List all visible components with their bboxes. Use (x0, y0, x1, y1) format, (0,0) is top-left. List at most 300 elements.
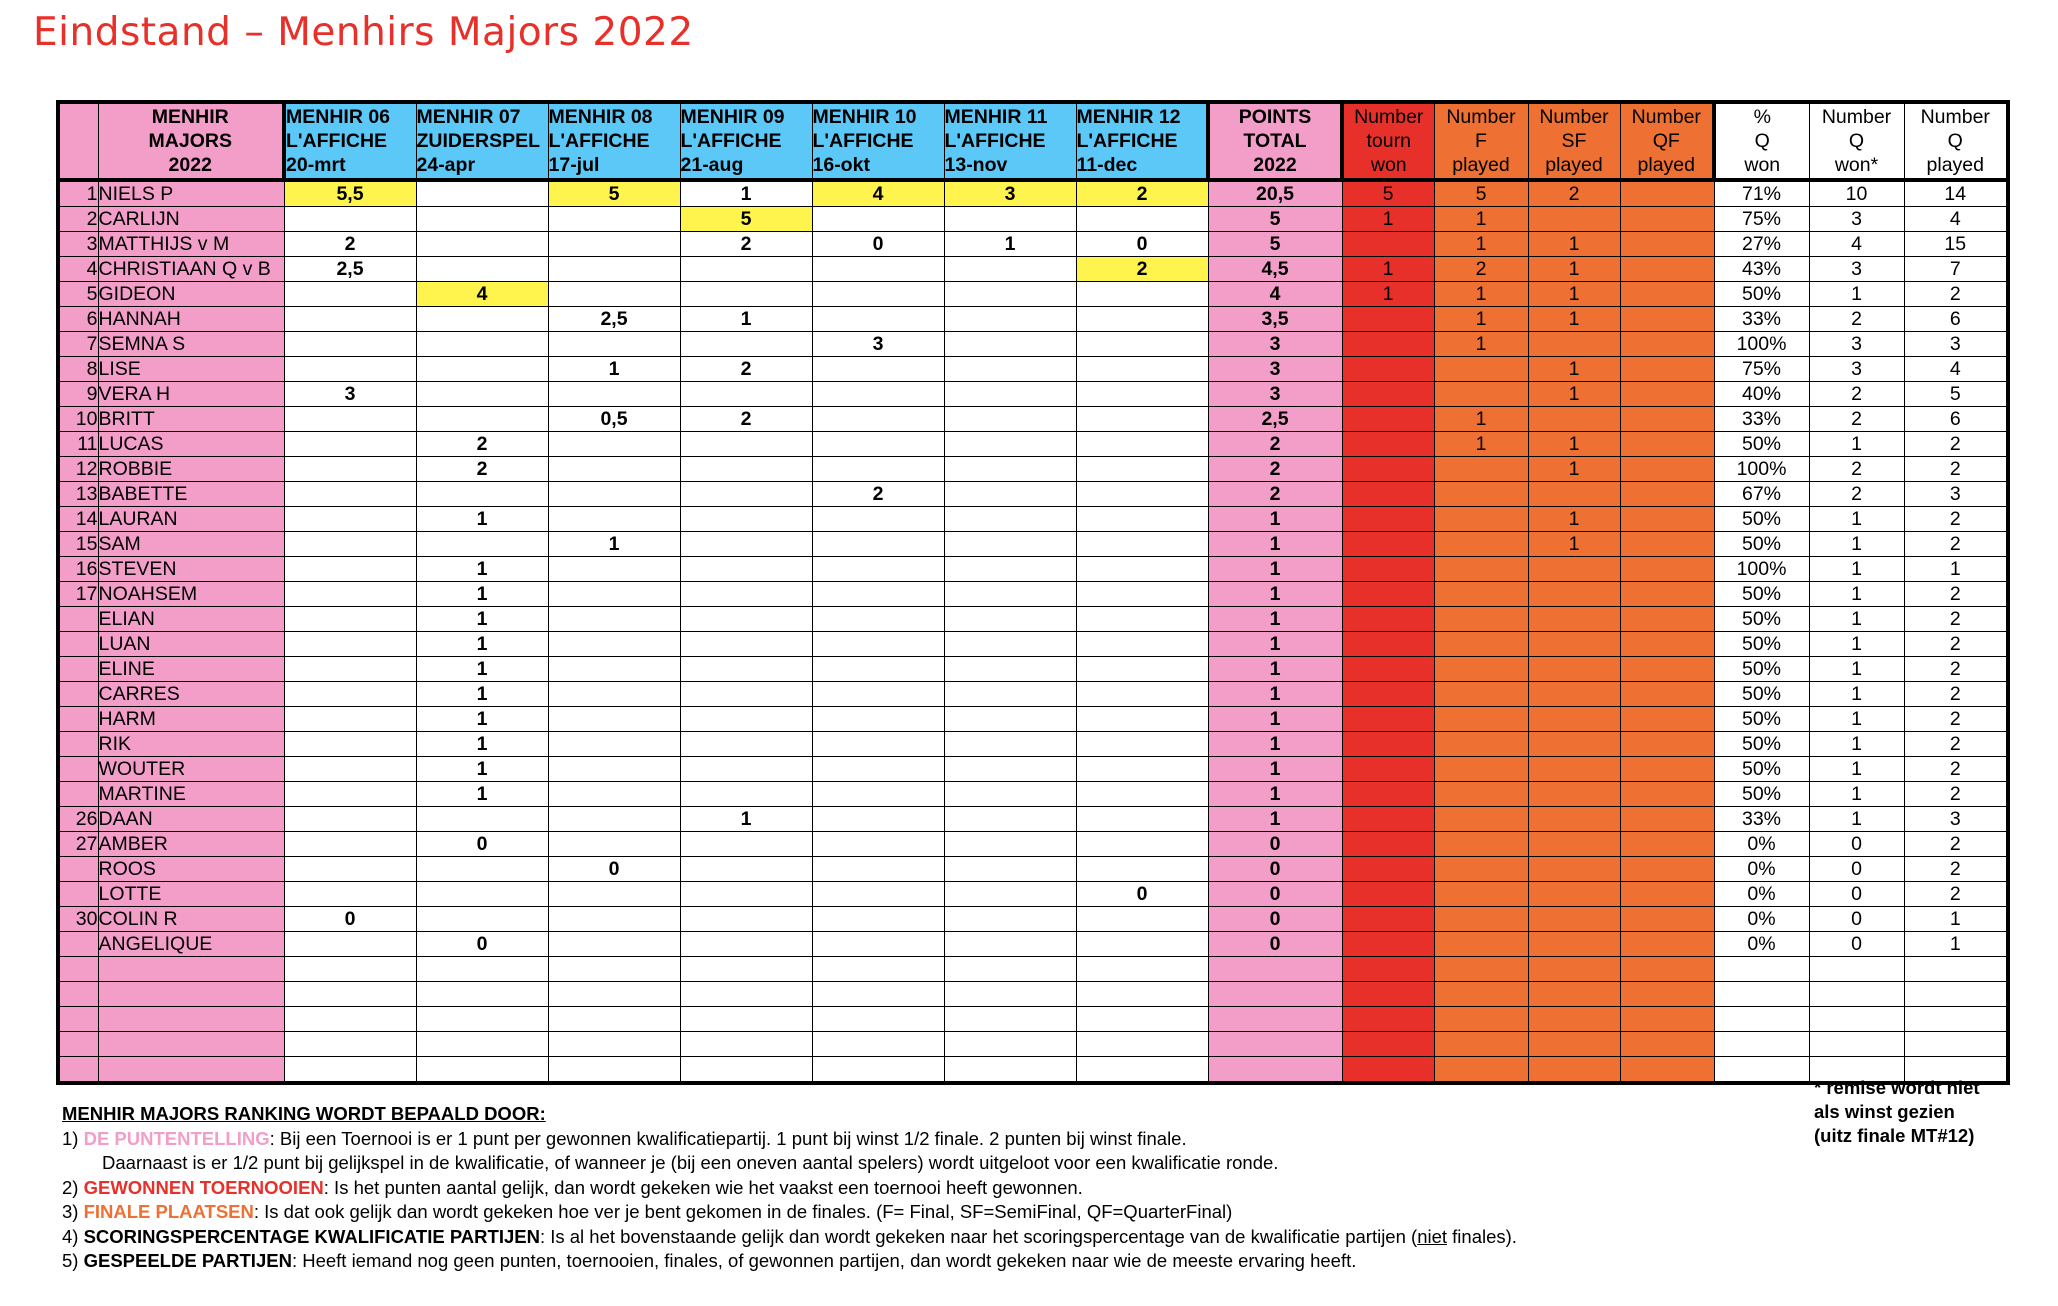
tournament-points-cell (284, 1032, 416, 1057)
qf-played-cell (1620, 257, 1714, 282)
tournament-points-cell (416, 807, 548, 832)
tournament-points-cell (1076, 282, 1208, 307)
table-row (58, 957, 2008, 982)
f-played-cell (1434, 482, 1528, 507)
qf-played-cell (1620, 307, 1714, 332)
tournament-points-cell (284, 482, 416, 507)
player-name: LUAN (98, 632, 284, 657)
tournament-points-cell (680, 382, 812, 407)
sf-played-cell (1528, 807, 1620, 832)
tourn-won-cell: 1 (1342, 257, 1434, 282)
f-played-cell (1434, 532, 1528, 557)
player-name: SAM (98, 532, 284, 557)
tournament-points-cell (812, 357, 944, 382)
tournament-points-cell (944, 632, 1076, 657)
tourn-won-cell (1342, 507, 1434, 532)
tournament-points-cell (548, 382, 680, 407)
tournament-points-cell: 2 (416, 432, 548, 457)
q-won-cell: 1 (1809, 682, 1904, 707)
sf-played-cell (1528, 832, 1620, 857)
tournament-points-cell: 1 (680, 307, 812, 332)
qf-played-cell (1620, 1007, 1714, 1032)
qf-played-cell (1620, 957, 1714, 982)
tournament-points-cell (812, 757, 944, 782)
rule-2: 2) GEWONNEN TOERNOOIEN: Is het punten aantal gelijk, dan wordt gekeken wie het vaakst een toernooi heeft gewonnen. (62, 1176, 1083, 1198)
tournament-points-cell (1076, 682, 1208, 707)
q-won-cell: 1 (1809, 657, 1904, 682)
tournament-points-cell (284, 557, 416, 582)
f-played-cell (1434, 657, 1528, 682)
tourn-won-cell (1342, 782, 1434, 807)
footnote-line: * remise wordt niet (1814, 1077, 1980, 1098)
table-row (58, 507, 2008, 532)
qf-played-cell (1620, 857, 1714, 882)
tournament-points-cell (1076, 732, 1208, 757)
table-row (58, 857, 2008, 882)
q-won-cell (1809, 1007, 1904, 1032)
rank-cell (58, 657, 98, 682)
tournament-points-cell (284, 707, 416, 732)
table-row (58, 482, 2008, 507)
f-played-cell (1434, 1032, 1528, 1057)
table-header-row (58, 102, 2008, 180)
header-tourn-won: Number tourn won (1342, 102, 1434, 180)
tournament-points-cell (812, 857, 944, 882)
rank-cell: 1 (58, 180, 98, 207)
tournament-points-cell: 2 (680, 232, 812, 257)
tournament-points-cell (548, 682, 680, 707)
qf-played-cell (1620, 982, 1714, 1007)
player-name: ELIAN (98, 607, 284, 632)
tournament-points-cell (944, 782, 1076, 807)
pct-q-won-cell: 50% (1714, 707, 1809, 732)
tournament-points-cell (548, 932, 680, 957)
player-name (98, 982, 284, 1007)
tournament-points-cell (1076, 307, 1208, 332)
q-won-cell: 1 (1809, 807, 1904, 832)
q-won-cell: 2 (1809, 407, 1904, 432)
tourn-won-cell (1342, 582, 1434, 607)
tournament-points-cell (284, 832, 416, 857)
tournament-points-cell (680, 1057, 812, 1084)
tournament-points-cell (416, 482, 548, 507)
q-played-cell: 2 (1904, 507, 2008, 532)
tournament-points-cell (680, 857, 812, 882)
tournament-points-cell: 0 (1076, 882, 1208, 907)
pct-q-won-cell: 75% (1714, 207, 1809, 232)
points-total-cell: 2 (1208, 432, 1342, 457)
pct-q-won-cell: 50% (1714, 432, 1809, 457)
tournament-points-cell (812, 382, 944, 407)
q-played-cell: 1 (1904, 932, 2008, 957)
pct-q-won-cell: 0% (1714, 832, 1809, 857)
tourn-won-cell (1342, 607, 1434, 632)
qf-played-cell (1620, 882, 1714, 907)
points-total-cell: 1 (1208, 507, 1342, 532)
header-ranking-title: MENHIR MAJORS 2022 (98, 102, 284, 180)
f-played-cell: 2 (1434, 257, 1528, 282)
tournament-points-cell: 2 (1076, 180, 1208, 207)
tournament-points-cell (284, 807, 416, 832)
tournament-points-cell (1076, 757, 1208, 782)
sf-played-cell (1528, 207, 1620, 232)
qf-played-cell (1620, 407, 1714, 432)
table-row (58, 732, 2008, 757)
q-played-cell: 2 (1904, 657, 2008, 682)
player-name: LISE (98, 357, 284, 382)
pct-q-won-cell (1714, 1057, 1809, 1084)
tournament-points-cell (944, 1032, 1076, 1057)
points-total-cell: 0 (1208, 932, 1342, 957)
table-row (58, 832, 2008, 857)
tournament-points-cell: 3 (944, 180, 1076, 207)
tournament-points-cell (1076, 457, 1208, 482)
tournament-points-cell (944, 732, 1076, 757)
tournament-points-cell (812, 982, 944, 1007)
points-total-cell: 5 (1208, 232, 1342, 257)
f-played-cell (1434, 857, 1528, 882)
table-row (58, 457, 2008, 482)
q-played-cell: 2 (1904, 282, 2008, 307)
f-played-cell (1434, 982, 1528, 1007)
tournament-points-cell (1076, 207, 1208, 232)
f-played-cell: 5 (1434, 180, 1528, 207)
table-row (58, 807, 2008, 832)
q-played-cell: 2 (1904, 682, 2008, 707)
q-won-cell (1809, 957, 1904, 982)
sf-played-cell (1528, 782, 1620, 807)
tournament-points-cell (548, 557, 680, 582)
tournament-points-cell (548, 507, 680, 532)
table-row (58, 282, 2008, 307)
sf-played-cell (1528, 407, 1620, 432)
qf-played-cell (1620, 482, 1714, 507)
tournament-points-cell (812, 1007, 944, 1032)
f-played-cell (1434, 507, 1528, 532)
q-won-cell: 3 (1809, 332, 1904, 357)
q-played-cell: 2 (1904, 607, 2008, 632)
rule-5-key: GESPEELDE PARTIJEN (83, 1250, 292, 1271)
tournament-points-cell (284, 507, 416, 532)
qf-played-cell (1620, 507, 1714, 532)
tournament-points-cell (1076, 707, 1208, 732)
sf-played-cell: 2 (1528, 180, 1620, 207)
tournament-points-cell (416, 982, 548, 1007)
pct-q-won-cell: 0% (1714, 932, 1809, 957)
pct-q-won-cell: 50% (1714, 282, 1809, 307)
rank-cell: 2 (58, 207, 98, 232)
points-total-cell: 20,5 (1208, 180, 1342, 207)
sf-played-cell (1528, 757, 1620, 782)
tourn-won-cell (1342, 807, 1434, 832)
qf-played-cell (1620, 932, 1714, 957)
rank-cell: 27 (58, 832, 98, 857)
tournament-points-cell (944, 457, 1076, 482)
f-played-cell (1434, 632, 1528, 657)
tournament-points-cell (1076, 482, 1208, 507)
points-total-cell: 2 (1208, 457, 1342, 482)
table-row (58, 307, 2008, 332)
q-won-cell: 1 (1809, 707, 1904, 732)
tournament-points-cell (680, 1007, 812, 1032)
tournament-points-cell (812, 582, 944, 607)
player-name: BABETTE (98, 482, 284, 507)
tournament-points-cell (680, 257, 812, 282)
tournament-points-cell (944, 932, 1076, 957)
points-total-cell: 3,5 (1208, 307, 1342, 332)
tourn-won-cell (1342, 632, 1434, 657)
tourn-won-cell (1342, 907, 1434, 932)
tournament-points-cell: 2 (812, 482, 944, 507)
table-row (58, 257, 2008, 282)
tournament-points-cell (416, 407, 548, 432)
table-row (58, 407, 2008, 432)
tournament-points-cell (416, 1057, 548, 1084)
table-row (58, 180, 2008, 207)
qf-played-cell (1620, 582, 1714, 607)
rank-cell: 4 (58, 257, 98, 282)
tournament-points-cell (1076, 507, 1208, 532)
tourn-won-cell (1342, 1057, 1434, 1084)
tournament-points-cell (812, 932, 944, 957)
tourn-won-cell (1342, 332, 1434, 357)
q-played-cell: 15 (1904, 232, 2008, 257)
tournament-points-cell (680, 957, 812, 982)
rank-cell: 11 (58, 432, 98, 457)
standings-table (56, 100, 2010, 1085)
rank-cell: 15 (58, 532, 98, 557)
tournament-points-cell (548, 807, 680, 832)
table-row (58, 382, 2008, 407)
tournament-points-cell (812, 957, 944, 982)
header-pct-q-won: % Q won (1714, 102, 1809, 180)
tournament-points-cell (548, 1032, 680, 1057)
tournament-points-cell (416, 857, 548, 882)
table-row (58, 982, 2008, 1007)
tournament-points-cell: 1 (416, 732, 548, 757)
player-name: STEVEN (98, 557, 284, 582)
sf-played-cell (1528, 957, 1620, 982)
tournament-points-cell (812, 682, 944, 707)
q-won-cell: 1 (1809, 632, 1904, 657)
qf-played-cell (1620, 707, 1714, 732)
tournament-points-cell (944, 657, 1076, 682)
tournament-points-cell (548, 332, 680, 357)
tournament-points-cell (812, 407, 944, 432)
tournament-points-cell (548, 982, 680, 1007)
tournament-points-cell (416, 232, 548, 257)
rank-cell: 9 (58, 382, 98, 407)
rank-cell: 7 (58, 332, 98, 357)
tournament-points-cell (416, 332, 548, 357)
pct-q-won-cell (1714, 982, 1809, 1007)
f-played-cell (1434, 607, 1528, 632)
tournament-points-cell (680, 907, 812, 932)
tournament-points-cell (812, 457, 944, 482)
tournament-points-cell: 4 (416, 282, 548, 307)
q-played-cell: 2 (1904, 707, 2008, 732)
player-name: LAURAN (98, 507, 284, 532)
points-total-cell: 4,5 (1208, 257, 1342, 282)
tourn-won-cell: 1 (1342, 282, 1434, 307)
points-total-cell: 1 (1208, 707, 1342, 732)
sf-played-cell (1528, 607, 1620, 632)
tournament-points-cell (1076, 532, 1208, 557)
tournament-points-cell (680, 1032, 812, 1057)
tournament-points-cell (1076, 857, 1208, 882)
q-played-cell: 3 (1904, 807, 2008, 832)
tournament-points-cell (944, 957, 1076, 982)
tournament-points-cell (548, 282, 680, 307)
player-name: ANGELIQUE (98, 932, 284, 957)
pct-q-won-cell: 33% (1714, 807, 1809, 832)
player-name: COLIN R (98, 907, 284, 932)
tournament-points-cell (1076, 432, 1208, 457)
player-name (98, 1057, 284, 1084)
tournament-points-cell (680, 532, 812, 557)
tournament-points-cell (548, 457, 680, 482)
tournament-points-cell (284, 932, 416, 957)
tourn-won-cell (1342, 857, 1434, 882)
tournament-points-cell (548, 957, 680, 982)
page-title: Eindstand – Menhirs Majors 2022 (33, 10, 694, 55)
sf-played-cell: 1 (1528, 282, 1620, 307)
f-played-cell (1434, 907, 1528, 932)
table-row (58, 707, 2008, 732)
pct-q-won-cell: 50% (1714, 607, 1809, 632)
player-name: LOTTE (98, 882, 284, 907)
tournament-points-cell (284, 857, 416, 882)
pct-q-won-cell: 50% (1714, 632, 1809, 657)
points-total-cell: 4 (1208, 282, 1342, 307)
tournament-points-cell: 1 (416, 607, 548, 632)
q-played-cell: 4 (1904, 207, 2008, 232)
q-won-cell: 1 (1809, 782, 1904, 807)
pct-q-won-cell: 50% (1714, 657, 1809, 682)
rank-cell: 12 (58, 457, 98, 482)
tournament-points-cell (416, 957, 548, 982)
tournament-points-cell (548, 757, 680, 782)
sf-played-cell (1528, 1007, 1620, 1032)
table-row (58, 882, 2008, 907)
points-total-cell: 1 (1208, 632, 1342, 657)
points-total-cell: 1 (1208, 682, 1342, 707)
q-won-cell (1809, 1032, 1904, 1057)
f-played-cell (1434, 557, 1528, 582)
qf-played-cell (1620, 807, 1714, 832)
tournament-points-cell: 5 (548, 180, 680, 207)
player-name: ROBBIE (98, 457, 284, 482)
tournament-points-cell: 2,5 (548, 307, 680, 332)
qf-played-cell (1620, 232, 1714, 257)
tournament-points-cell (284, 957, 416, 982)
player-name: HARM (98, 707, 284, 732)
tournament-points-cell (548, 832, 680, 857)
pct-q-won-cell: 27% (1714, 232, 1809, 257)
qf-played-cell (1620, 357, 1714, 382)
rank-cell (58, 707, 98, 732)
tournament-points-cell (1076, 607, 1208, 632)
tournament-points-cell (1076, 932, 1208, 957)
table-row (58, 1007, 2008, 1032)
tournament-points-cell: 0 (548, 857, 680, 882)
f-played-cell: 1 (1434, 307, 1528, 332)
tourn-won-cell (1342, 732, 1434, 757)
tournament-points-cell (1076, 807, 1208, 832)
header-q-played: Number Q played (1904, 102, 2008, 180)
q-played-cell: 1 (1904, 907, 2008, 932)
q-won-cell: 1 (1809, 582, 1904, 607)
pct-q-won-cell: 33% (1714, 407, 1809, 432)
q-won-cell: 3 (1809, 207, 1904, 232)
tournament-points-cell (548, 1007, 680, 1032)
f-played-cell (1434, 832, 1528, 857)
tournament-points-cell (944, 207, 1076, 232)
tournament-points-cell (944, 982, 1076, 1007)
tournament-points-cell (680, 582, 812, 607)
tournament-points-cell (1076, 357, 1208, 382)
table-row (58, 207, 2008, 232)
tournament-points-cell (284, 357, 416, 382)
tournament-points-cell (1076, 782, 1208, 807)
player-name: SEMNA S (98, 332, 284, 357)
tournament-points-cell: 1 (416, 582, 548, 607)
player-name: GIDEON (98, 282, 284, 307)
tournament-points-cell (812, 307, 944, 332)
qf-played-cell (1620, 907, 1714, 932)
tournament-points-cell (680, 757, 812, 782)
f-played-cell: 1 (1434, 207, 1528, 232)
q-won-cell: 0 (1809, 832, 1904, 857)
sf-played-cell (1528, 732, 1620, 757)
table-row (58, 557, 2008, 582)
pct-q-won-cell (1714, 1007, 1809, 1032)
pct-q-won-cell: 0% (1714, 857, 1809, 882)
tournament-points-cell (944, 707, 1076, 732)
q-won-cell: 2 (1809, 457, 1904, 482)
tourn-won-cell (1342, 482, 1434, 507)
tournament-points-cell: 0 (416, 832, 548, 857)
sf-played-cell (1528, 632, 1620, 657)
tournament-points-cell (284, 732, 416, 757)
rank-cell (58, 1032, 98, 1057)
tournament-points-cell (548, 657, 680, 682)
pct-q-won-cell: 33% (1714, 307, 1809, 332)
q-played-cell: 14 (1904, 180, 2008, 207)
footnote-line: (uitz finale MT#12) (1814, 1125, 1975, 1146)
tournament-points-cell (944, 432, 1076, 457)
tournament-points-cell (284, 332, 416, 357)
pct-q-won-cell: 43% (1714, 257, 1809, 282)
qf-played-cell (1620, 757, 1714, 782)
rank-cell: 17 (58, 582, 98, 607)
tournament-points-cell (944, 907, 1076, 932)
tournament-points-cell: 5 (680, 207, 812, 232)
player-name: MARTINE (98, 782, 284, 807)
rank-cell (58, 1007, 98, 1032)
header-menhir-09: MENHIR 09 L'AFFICHE 21-aug (680, 102, 812, 180)
player-name: CARLIJN (98, 207, 284, 232)
sf-played-cell (1528, 707, 1620, 732)
tournament-points-cell: 1 (416, 507, 548, 532)
rule-1: 1) DE PUNTENTELLING: Bij een Toernooi is er 1 punt per gewonnen kwalificatiepartij. 1 punt bij winst 1/2 finale. 2 punten bij winst finale. (62, 1127, 1187, 1149)
points-total-cell: 0 (1208, 857, 1342, 882)
points-total-cell: 1 (1208, 557, 1342, 582)
q-played-cell: 2 (1904, 632, 2008, 657)
qf-played-cell (1620, 557, 1714, 582)
sf-played-cell (1528, 557, 1620, 582)
tournament-points-cell (812, 832, 944, 857)
